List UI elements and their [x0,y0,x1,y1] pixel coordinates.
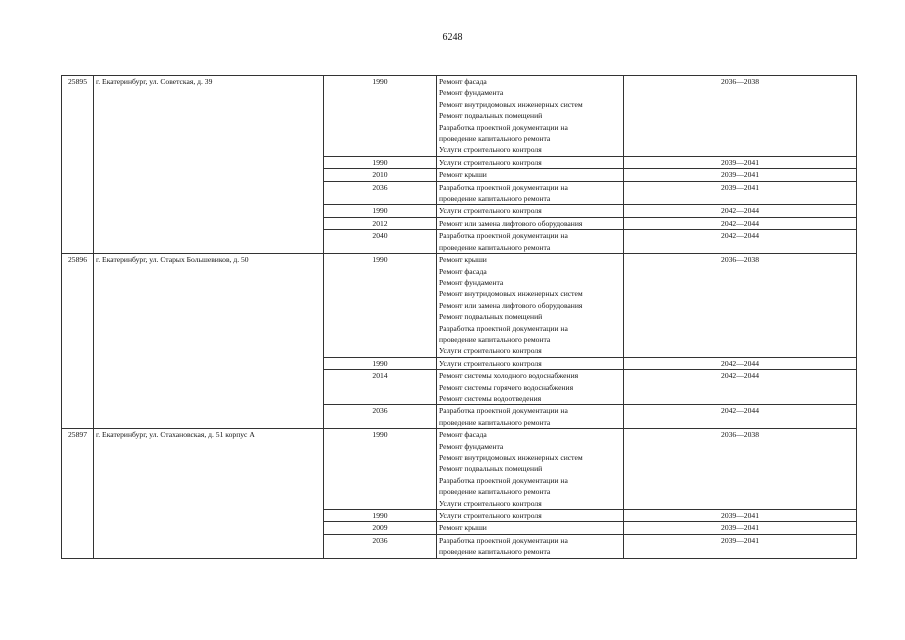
work-year: 1990 [324,510,437,522]
page-number: 6248 [442,32,463,43]
work-item: Услуги строительного контроля [439,346,542,356]
capital-repair-table [61,75,857,559]
work-item: Разработка проектной документации на [439,231,568,241]
work-item: Разработка проектной документации на [439,475,568,485]
work-item: Ремонт подвальных помещений [439,464,543,474]
work-item: Разработка проектной документации на [439,406,568,416]
work-year: 2014 [324,370,437,405]
work-list [437,76,624,157]
work-item: Ремонт фасада [439,77,487,86]
work-item: проведение капитального ремонта [439,242,551,252]
work-period: 2039—2041 [624,169,857,181]
work-item: Ремонт или замена лифтового оборудования [439,300,583,310]
work-item: Услуги строительного контроля [439,511,542,521]
work-item: Ремонт фундамента [439,277,504,287]
work-item: Ремонт или замена лифтового оборудования [439,218,583,228]
work-period: 2036—2038 [624,429,857,510]
work-period: 2042—2044 [624,405,857,429]
work-year: 1990 [324,156,437,168]
work-item: Услуги строительного контроля [439,498,542,508]
building-number: 25897 [62,429,94,558]
work-period: 2039—2041 [624,156,857,168]
table-body [62,76,857,559]
work-item: Ремонт системы холодного водоснабжения [439,371,579,381]
work-period: 2039—2041 [624,534,857,558]
work-item: проведение капитального ремонта [439,417,551,427]
work-period: 2039—2041 [624,522,857,534]
work-item: Услуги строительного контроля [439,145,542,155]
work-period: 2039—2041 [624,510,857,522]
work-item: Услуги строительного контроля [439,358,542,368]
work-list [437,357,624,369]
work-year: 2036 [324,534,437,558]
building-address: г. Екатеринбург, ул. Советская, д. 39 [94,76,324,254]
work-item: Ремонт подвальных помещений [439,111,543,121]
work-item: Разработка проектной документации на [439,122,568,132]
work-item: Разработка проектной документации на [439,535,568,545]
work-year: 1990 [324,205,437,217]
table-row [62,76,857,157]
work-list [437,405,624,429]
work-year: 1990 [324,76,437,157]
work-item: Ремонт фундамента [439,441,504,451]
work-item: Разработка проектной документации на [439,323,568,333]
work-list [437,205,624,217]
work-item: Разработка проектной документации на [439,182,568,192]
work-item: проведение капитального ремонта [439,134,551,144]
work-period: 2042—2044 [624,205,857,217]
work-year: 2036 [324,405,437,429]
building-address: г. Екатеринбург, ул. Стахановская, д. 51 корпус А [94,429,324,558]
work-period: 2042—2044 [624,230,857,254]
work-list [437,169,624,181]
work-year: 1990 [324,357,437,369]
building-number: 25895 [62,76,94,254]
work-list [437,156,624,168]
work-item: Ремонт внутридомовых инженерных систем [439,289,583,299]
work-period: 2036—2038 [624,76,857,157]
table-row [62,429,857,510]
work-item: Ремонт фасада [439,266,487,276]
building-address: г. Екатеринбург, ул. Старых Большевиков, д. 50 [94,254,324,429]
work-item: Ремонт крыши [439,255,487,265]
work-list [437,429,624,510]
work-item: Ремонт фасада [439,430,487,440]
work-year: 2036 [324,181,437,205]
work-period: 2042—2044 [624,217,857,229]
work-item: Ремонт фундамента [439,88,504,98]
work-item: проведение капитального ремонта [439,194,551,204]
work-item: Ремонт внутридомовых инженерных систем [439,453,583,462]
work-list [437,522,624,534]
work-year: 2040 [324,230,437,254]
work-list [437,181,624,205]
work-year: 1990 [324,429,437,510]
work-item: Ремонт крыши [439,170,487,180]
work-item: проведение капитального ремонта [439,547,551,557]
work-period: 2039—2041 [624,181,857,205]
work-year: 2012 [324,217,437,229]
work-period: 2036—2038 [624,254,857,358]
work-item: Услуги строительного контроля [439,157,542,167]
work-item: Ремонт системы горячего водоснабжения [439,382,574,392]
table-row [62,254,857,358]
work-list [437,510,624,522]
work-year: 2009 [324,522,437,534]
work-item: Услуги строительного контроля [439,206,542,216]
work-period: 2042—2044 [624,370,857,405]
work-list [437,217,624,229]
work-item: Ремонт крыши [439,523,487,533]
work-period: 2042—2044 [624,357,857,369]
work-item: Ремонт системы водоотведения [439,393,542,403]
work-year: 1990 [324,254,437,358]
work-item: проведение капитального ремонта [439,334,551,344]
work-list [437,230,624,254]
work-item: проведение капитального ремонта [439,487,551,497]
building-number: 25896 [62,254,94,429]
work-list [437,254,624,358]
work-year: 2010 [324,169,437,181]
work-list [437,370,624,405]
work-item: Ремонт внутридомовых инженерных систем [439,99,583,109]
work-item: Ремонт подвальных помещений [439,312,543,322]
work-list [437,534,624,558]
